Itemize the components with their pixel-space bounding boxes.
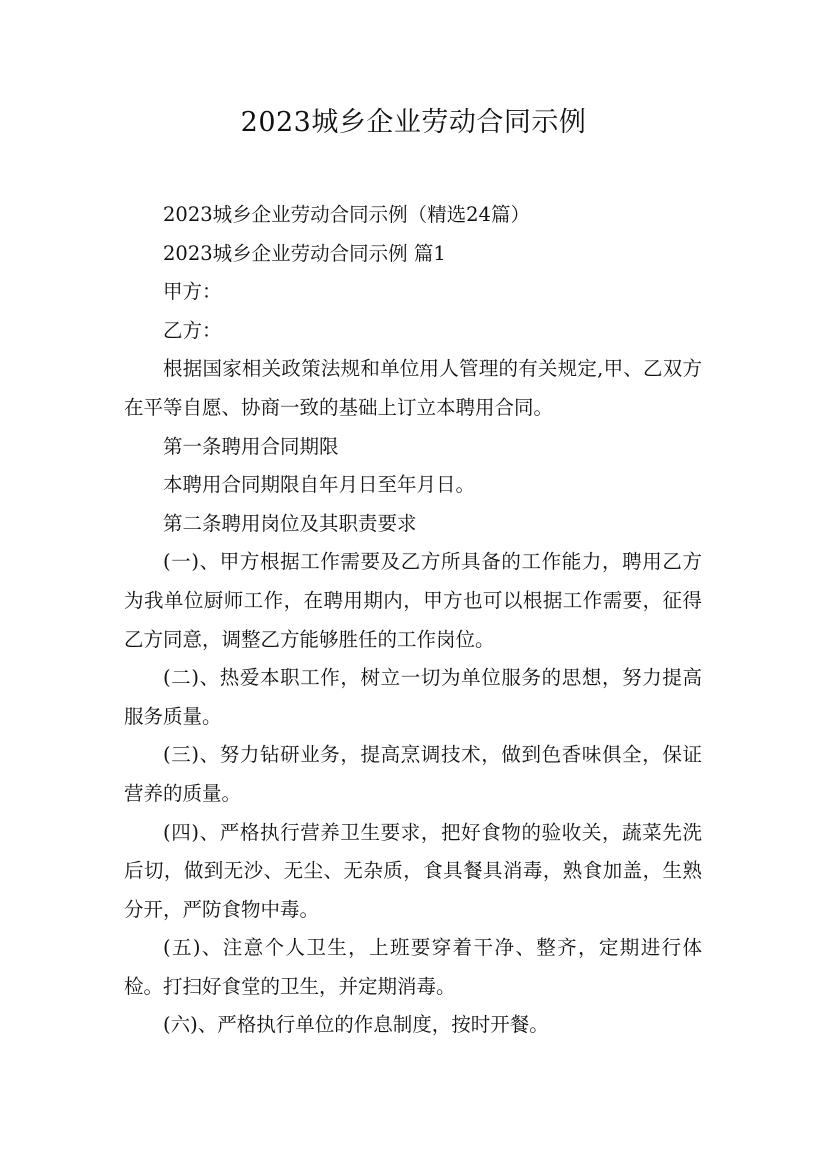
paragraph-subtitle: 2023城乡企业劳动合同示例（精选24篇） <box>163 203 530 226</box>
document-title: 2023城乡企业劳动合同示例 <box>240 107 587 138</box>
paragraph-clause-1: (一)、甲方根据工作需要及乙方所具备的工作能力，聘用乙方为我单位厨师工作，在聘用期内，甲方也可以根据工作需要，征得乙方同意，调整乙方能够胜任的工作岗位。 <box>124 550 702 651</box>
paragraph-clause-5: (五)、注意个人卫生，上班要穿着干净、整齐，定期进行体检。打扫好食堂的卫生，并定期消毒。 <box>124 936 702 998</box>
paragraph-preamble: 根据国家相关政策法规和单位用人管理的有关规定,甲、乙双方在平等自愿、协商一致的基础上订立本聘用合同。 <box>124 357 702 419</box>
document-body <box>124 196 702 1045</box>
paragraph-section-heading: 2023城乡企业劳动合同示例 篇1 <box>163 241 446 265</box>
paragraph-article-1-body: 本聘用合同期限自年月日至年月日。 <box>163 473 476 497</box>
paragraph-article-1-heading: 第一条聘用合同期限 <box>163 434 339 458</box>
paragraph-clause-4: (四)、严格执行营养卫生要求，把好食物的验收关，蔬菜先洗后切，做到无沙、无尘、无杂质，食具餐具消毒，熟食加盖，生熟分开，严防食物中毒。 <box>124 820 702 921</box>
paragraph-article-2-heading: 第二条聘用岗位及其职责要求 <box>163 511 417 535</box>
paragraph-clause-6: (六)、严格执行单位的作息制度，按时开餐。 <box>163 1013 549 1037</box>
paragraph-clause-3: (三)、努力钻研业务，提高烹调技术，做到色香味俱全，保证营养的质量。 <box>124 743 702 805</box>
paragraph-clause-2: (二)、热爱本职工作，树立一切为单位服务的思想，努力提高服务质量。 <box>124 666 702 728</box>
paragraph-party-a: 甲方： <box>163 280 222 304</box>
paragraph-party-b: 乙方： <box>163 318 222 342</box>
